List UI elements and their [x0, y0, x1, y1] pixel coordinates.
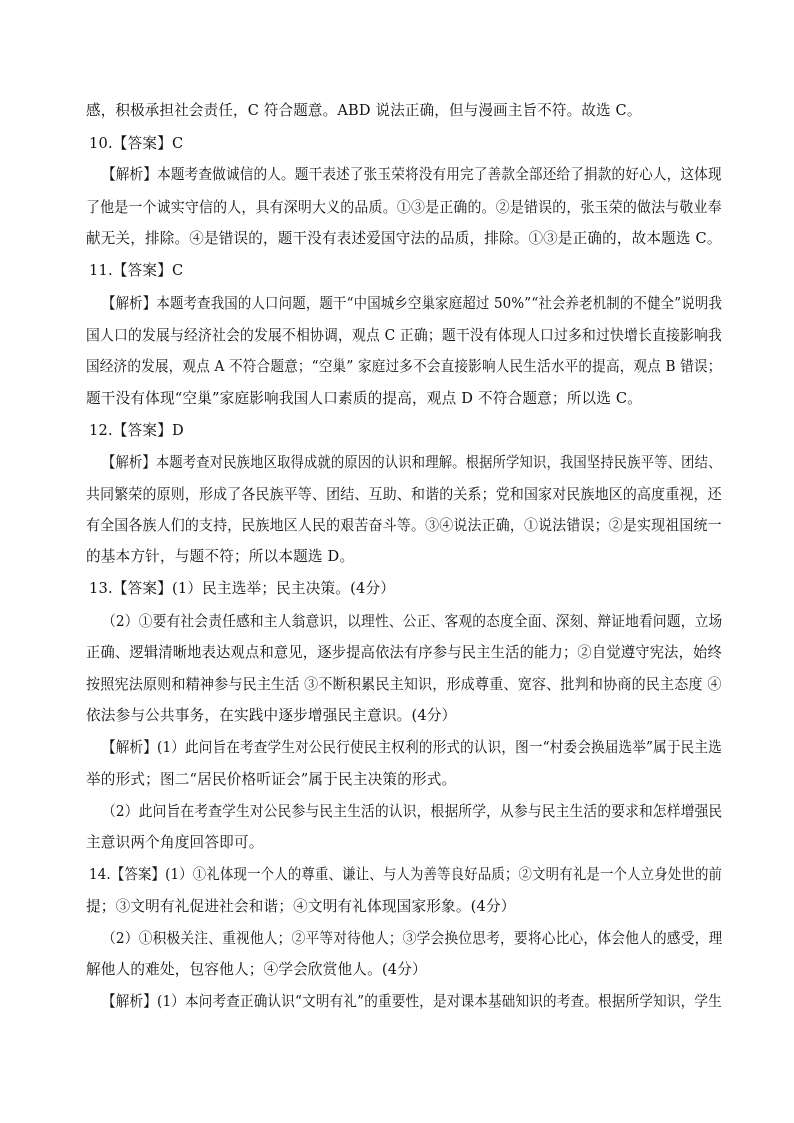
answer-14-heading: 14.【答案】(1）①礼体现一个人的尊重、谦让、与人为善等良好品质；②文明有礼是一个人立身处世的前	[89, 866, 723, 883]
text-line-1: 感，积极承担社会责任，C 符合题意。ABD 说法正确，但与漫画主旨不符。故选 C。	[86, 102, 642, 119]
analysis-10-line-3: 献无关，排除。④是错误的，题干没有表述爱国守法的品质，排除。①③是正确的，故本题选 C。	[86, 230, 722, 247]
analysis-11-line-1: 【解析】本题考查我国的人口问题，题干“中国城乡空巢家庭超过 50%”“社会养老机制的不健全”说明我	[102, 295, 723, 312]
answer-14-part-2-line-1: （2）①积极关注、重视他人；②平等对待他人；③学会换位思考，要将心比心，体会他人的感受，理	[102, 930, 723, 947]
answer-14-line-2: 提；③文明有礼促进社会和谐；④文明有礼体现国家形象。(4分）	[86, 898, 516, 915]
analysis-12-line-2: 共同繁荣的原则，形成了各民族平等、团结、互助、和谐的关系；党和国家对民族地区的高度重视，还	[86, 486, 722, 503]
analysis-11-line-4: 题干没有体现“空巢”家庭影响我国人口素质的提高，观点 D 不符合题意；所以选 C。	[86, 390, 643, 407]
answer-14-part-2-line-2: 解他人的难处，包容他人；④学会欣赏他人。(4分）	[86, 961, 427, 978]
answer-13-part-2-line-1: （2）①要有社会责任感和主人翁意识，以理性、公正、客观的态度全面、深刻、辩证地看问题，立场	[102, 613, 723, 630]
answer-13-part-2-line-4: 依法参与公共事务，在实践中逐步增强民主意识。(4分）	[86, 707, 457, 724]
analysis-13-line-2: 举的形式；图二“居民价格听证会”属于民主决策的形式。	[86, 771, 457, 788]
analysis-11-line-2: 国人口的发展与经济社会的发展不相协调，观点 C 正确；题干没有体现人口过多和过快增长直接影响我	[86, 327, 722, 344]
analysis-10-line-1: 【解析】本题考查做诚信的人。题干表述了张玉荣将没有用完了善款全部还给了捐款的好心人，这体现	[102, 166, 722, 183]
analysis-12-line-1: 【解析】本题考查对民族地区取得成就的原因的认识和理解。根据所学知识，我国坚持民族平等、团结、	[102, 454, 722, 471]
analysis-14-line-1: 【解析】(1）本问考查正确认识“文明有礼”的重要性，是对课本基础知识的考查。根据所学知识，学生	[102, 993, 722, 1010]
answer-11-heading: 11.【答案】C	[89, 262, 184, 279]
answer-13-heading: 13.【答案】(1）民主选举；民主决策。(4分）	[89, 580, 396, 597]
analysis-13-line-4: 主意识两个角度回答即可。	[86, 834, 264, 851]
analysis-12-line-3: 有全国各族人们的支持，民族地区人民的艰苦奋斗等。③④说法正确，①说法错误；②是实现祖国统一	[86, 517, 722, 534]
analysis-13-line-1: 【解析】(1）此问旨在考查学生对公民行使民主权利的形式的认识，图一“村委会换届选举”属于民主选	[102, 739, 722, 756]
answer-13-part-2-line-2: 正确、逻辑清晰地表达观点和意见，逐步提高依法有序参与民主生活的能力；②自觉遵守宪法，始终	[86, 644, 722, 661]
analysis-10-line-2: 了他是一个诚实守信的人，具有深明大义的品质。①③是正确的。②是错误的，张玉荣的做法与敬业奉	[86, 199, 722, 216]
answer-12-heading: 12.【答案】D	[89, 422, 184, 439]
answer-13-part-2-line-3: 按照宪法原则和精神参与民主生活 ③不断积累民主知识，形成尊重、宽容、批判和协商的民主态度 ④	[86, 676, 722, 693]
analysis-11-line-3: 国经济的发展，观点 A 不符合题意；“空巢” 家庭过多不会直接影响人民生活水平的提高，观点 B 错误；	[86, 358, 722, 375]
analysis-13-line-3: （2）此问旨在考查学生对公民参与民主生活的认识，根据所学，从参与民主生活的要求和怎样增强民	[102, 803, 723, 820]
answer-10-heading: 10.【答案】C	[89, 135, 184, 152]
analysis-12-line-4: 的基本方针，与题不符；所以本题选 D。	[86, 548, 355, 565]
